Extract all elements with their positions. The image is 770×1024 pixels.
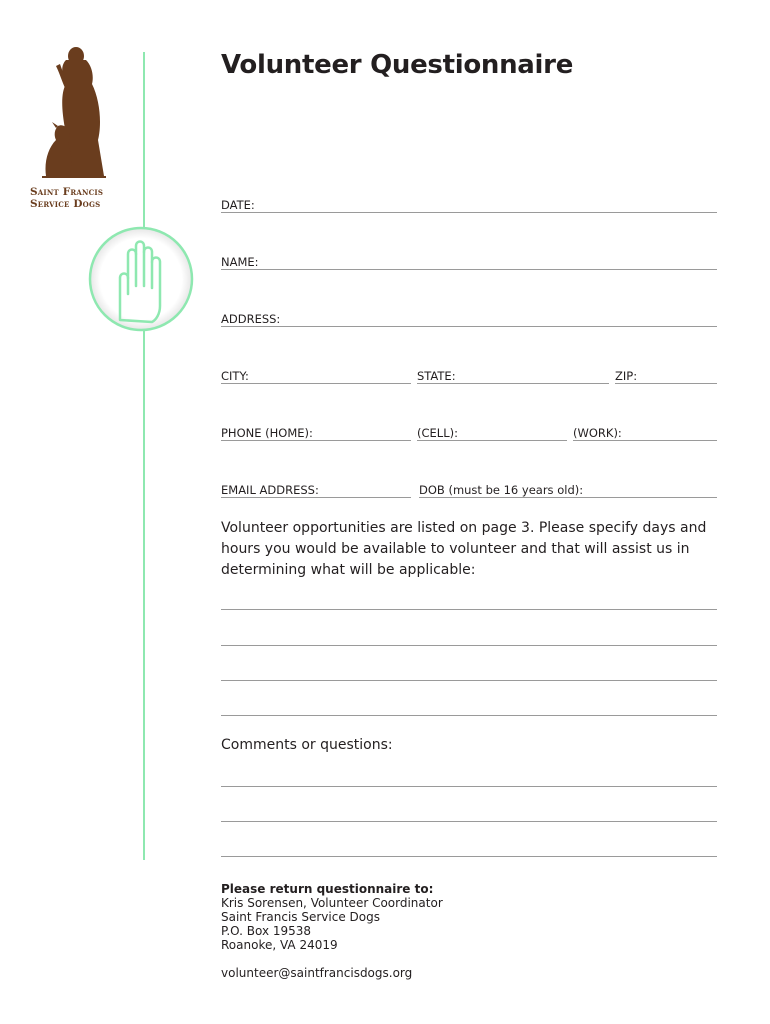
- address-label: ADDRESS:: [221, 312, 281, 326]
- city-field[interactable]: [221, 369, 411, 384]
- availability-line-3[interactable]: [221, 680, 717, 681]
- email-field[interactable]: [221, 483, 411, 498]
- phone-home-label: PHONE (HOME):: [221, 426, 313, 440]
- availability-line-1[interactable]: [221, 609, 717, 610]
- date-field[interactable]: [221, 198, 717, 213]
- zip-label: ZIP:: [615, 369, 638, 383]
- cell-phone-label: (CELL):: [417, 426, 458, 440]
- availability-line-2[interactable]: [221, 645, 717, 646]
- return-address-block: [221, 882, 443, 952]
- page-title: Volunteer Questionnaire: [221, 50, 574, 80]
- state-label: STATE:: [417, 369, 456, 383]
- work-phone-field[interactable]: [573, 426, 717, 441]
- comments-line-3[interactable]: [221, 856, 717, 857]
- dob-field[interactable]: [419, 483, 717, 498]
- work-phone-label: (WORK):: [573, 426, 622, 440]
- org-name: [30, 186, 120, 210]
- org-logo: [30, 44, 120, 214]
- accent-divider: [143, 52, 145, 860]
- name-field[interactable]: [221, 255, 717, 270]
- phone-home-field[interactable]: [221, 426, 411, 441]
- org-name-line2: Service Dogs: [30, 198, 101, 210]
- return-line-pobox: P.O. Box 19538: [221, 924, 312, 938]
- email-label: EMAIL ADDRESS:: [221, 483, 319, 497]
- comments-label: Comments or questions:: [221, 737, 393, 753]
- raised-hand-icon: [86, 224, 196, 334]
- city-label: CITY:: [221, 369, 249, 383]
- cell-phone-field[interactable]: [417, 426, 567, 441]
- zip-field[interactable]: [615, 369, 717, 384]
- availability-line-4[interactable]: [221, 715, 717, 716]
- return-heading: Please return questionnaire to:: [221, 882, 434, 896]
- comments-line-2[interactable]: [221, 821, 717, 822]
- org-name-line1: Saint Francis: [30, 186, 104, 198]
- name-label: NAME:: [221, 255, 259, 269]
- dob-label: DOB (must be 16 years old):: [419, 483, 584, 497]
- return-email-link[interactable]: volunteer@saintfrancisdogs.org: [221, 966, 413, 980]
- availability-instructions: Volunteer opportunities are listed on page 3. Please specify days and hours you would be available to volunteer and that will assist us in determining what will be applicable:: [221, 520, 707, 578]
- state-field[interactable]: [417, 369, 609, 384]
- saint-with-dog-icon: [42, 44, 106, 182]
- return-line-city: Roanoke, VA 24019: [221, 938, 338, 952]
- address-field[interactable]: [221, 312, 717, 327]
- comments-line-1[interactable]: [221, 786, 717, 787]
- return-line-org: Saint Francis Service Dogs: [221, 910, 380, 924]
- return-line-coordinator: Kris Sorensen, Volunteer Coordinator: [221, 896, 443, 910]
- date-label: DATE:: [221, 198, 255, 212]
